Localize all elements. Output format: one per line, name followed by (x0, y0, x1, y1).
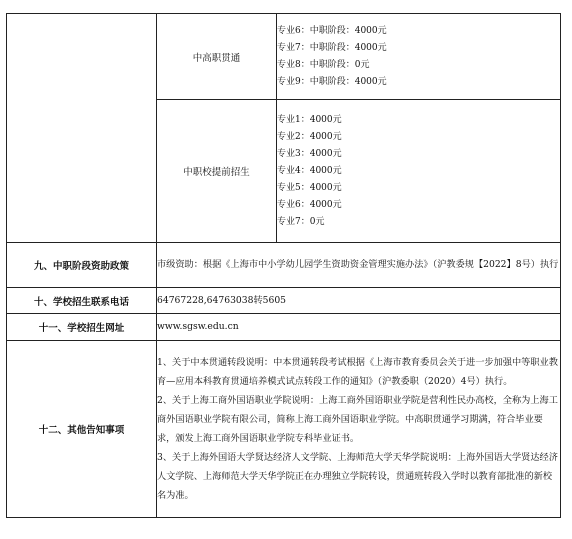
note-paragraph: 3、关于上海外国语大学贤达经济人文学院、上海师范大学天华学院说明：上海外国语大学贤达经济人文学院、上海师范大学天华学院正在办理独立学院转设，贯通班转段入学时以教育部批准的新校名为准。 (157, 452, 558, 501)
fee-item: 专业6：4000元 (277, 199, 342, 210)
fee-item: 专业7：中职阶段：4000元 (277, 42, 387, 53)
qita-notes (157, 341, 561, 518)
fee-item: 专业8：中职阶段：0元 (277, 59, 370, 70)
row-qita (7, 341, 561, 518)
fee-item: 专业5：4000元 (277, 182, 342, 193)
row-zizhu (7, 243, 561, 288)
blank-label-cell (7, 14, 157, 243)
enrollment-info-table (6, 13, 561, 518)
dianhua-text: 64767228,64763038转5605 (157, 288, 561, 314)
zizhu-label: 九、中职阶段资助政策 (7, 243, 157, 288)
fee-item: 专业1：4000元 (277, 114, 342, 125)
zhonggao-label: 中高职贯通 (157, 14, 277, 100)
qita-label: 十二、其他告知事项 (7, 341, 157, 518)
zhonggao-list (277, 14, 561, 100)
fee-item: 专业3：4000元 (277, 148, 342, 159)
dianhua-label: 十、学校招生联系电话 (7, 288, 157, 314)
tiqian-label: 中职校提前招生 (157, 100, 277, 243)
wangzhi-label: 十一、学校招生网址 (7, 314, 157, 341)
fee-item: 专业9：中职阶段：4000元 (277, 76, 387, 87)
note-paragraph: 2、关于上海工商外国语职业学院说明：上海工商外国语职业学院是营利性民办高校，全称为上海工商外国语职业学院有限公司，简称上海工商外国语职业学院。中高职贯通学习期满，符合毕业要求，颁发上海工商外国语职业学院专科毕业证书。 (157, 395, 558, 444)
fee-item: 专业7：0元 (277, 216, 325, 227)
zizhu-text: 市级资助：根据《上海市中小学幼儿园学生资助资金管理实施办法》（沪教委规【2022】8号）执行 (157, 243, 561, 288)
row-zhonggao (7, 14, 561, 100)
fee-item: 专业6：中职阶段：4000元 (277, 25, 387, 36)
fee-item: 专业2：4000元 (277, 131, 342, 142)
note-paragraph: 1、关于中本贯通转段说明：中本贯通转段考试根据《上海市教育委员会关于进一步加强中等职业教育—应用本科教育贯通培养模式试点转段工作的通知》（沪教委职（2020）4号）执行。 (157, 357, 558, 387)
row-wangzhi (7, 314, 561, 341)
tiqian-list (277, 100, 561, 243)
wangzhi-text: www.sgsw.edu.cn (157, 314, 561, 341)
row-dianhua (7, 288, 561, 314)
fee-item: 专业4：4000元 (277, 165, 342, 176)
